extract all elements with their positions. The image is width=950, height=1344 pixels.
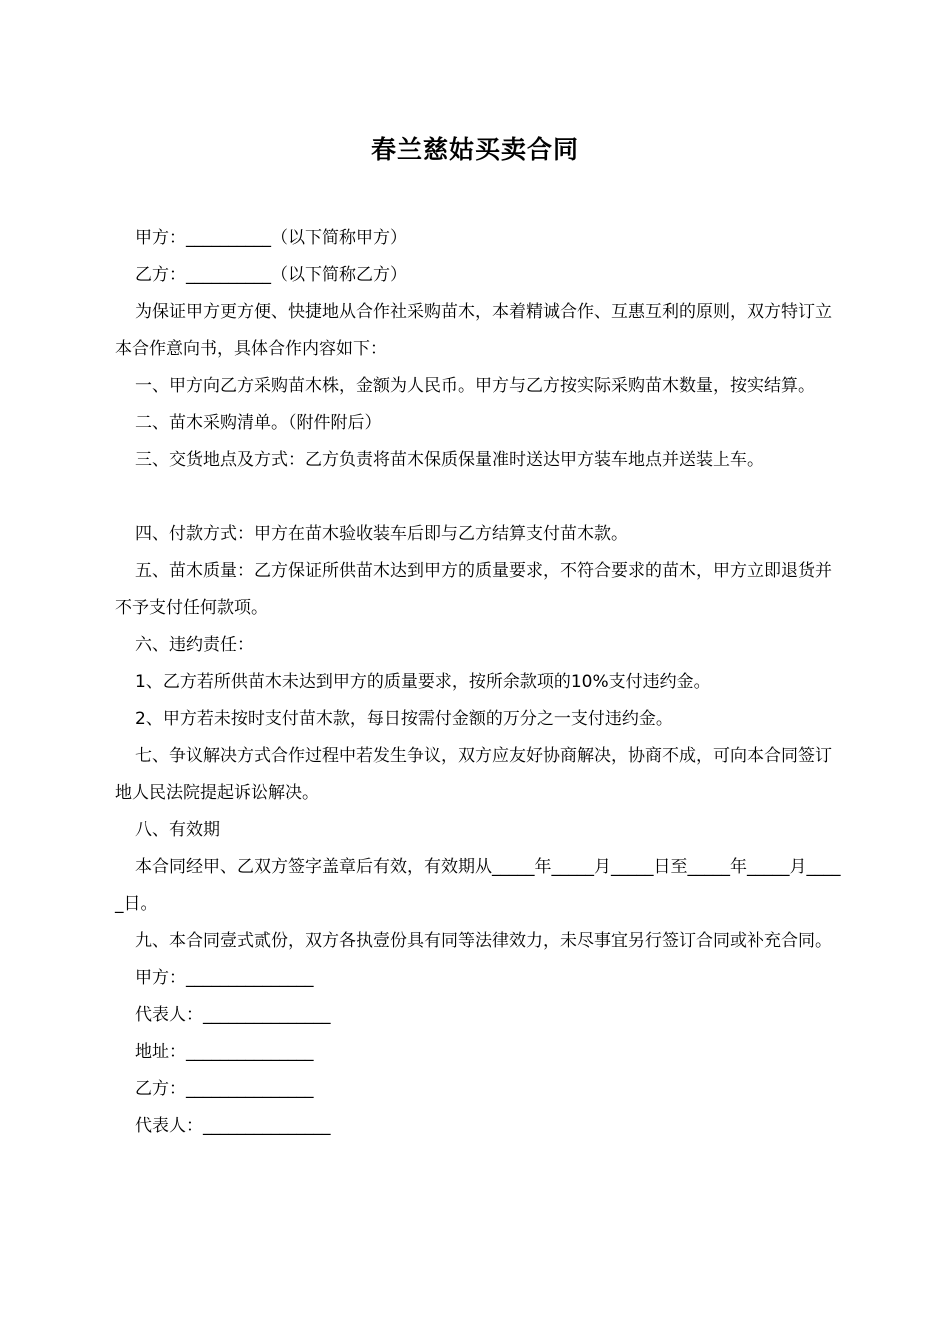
clause-8-text: 本合同经甲、乙双方签字盖章后有效，有效期从_____年_____月_____日至_____年_____月_____日。 xyxy=(115,857,841,914)
clause-2: 二、苗木采购清单。（附件附后） xyxy=(135,413,382,433)
clause-6-heading: 六、违约责任： xyxy=(135,635,254,655)
document-title: 春兰慈姑买卖合同 xyxy=(370,135,579,164)
clause-6-item-2: 2、甲方若未按时支付苗木款，每日按需付金额的万分之一支付违约金。 xyxy=(135,709,673,729)
signature-address: 地址：_______________ xyxy=(135,1042,314,1062)
clause-4: 四、付款方式：甲方在苗木验收装车后即与乙方结算支付苗木款。 xyxy=(135,524,628,544)
signature-representative-b: 代表人：_______________ xyxy=(135,1116,331,1136)
clause-6-item-1: 1、乙方若所供苗木未达到甲方的质量要求，按所余款项的10%支付违约金。 xyxy=(135,672,711,692)
party-b-line: 乙方：__________（以下简称乙方） xyxy=(135,265,407,285)
clause-1: 一、甲方向乙方采购苗木株，金额为人民币。甲方与乙方按实际采购苗木数量，按实结算。 xyxy=(135,376,815,396)
blank-line xyxy=(115,479,845,516)
signature-representative-a: 代表人：_______________ xyxy=(135,1005,331,1025)
clause-7: 七、争议解决方式合作过程中若发生争议，双方应友好协商解决，协商不成，可向本合同签订地人民法院提起诉讼解决。 xyxy=(115,746,832,803)
clause-9: 九、本合同壹式贰份，双方各执壹份具有同等法律效力，未尽事宜另行签订合同或补充合同。 xyxy=(135,931,832,951)
clause-3: 三、交货地点及方式：乙方负责将苗木保质保量准时送达甲方装车地点并送装上车。 xyxy=(135,450,764,470)
party-a-line: 甲方：__________（以下简称甲方） xyxy=(135,228,407,248)
clause-8-heading: 八、有效期 xyxy=(135,820,220,840)
signature-party-a: 甲方：_______________ xyxy=(135,968,314,988)
signature-party-b: 乙方：_______________ xyxy=(135,1079,314,1099)
document-body xyxy=(115,220,845,1145)
clause-5: 五、苗木质量：乙方保证所供苗木达到甲方的质量要求，不符合要求的苗木，甲方立即退货并不予支付任何款项。 xyxy=(115,561,832,618)
preamble-paragraph: 为保证甲方更方便、快捷地从合作社采购苗木，本着精诚合作、互惠互利的原则，双方特订立本合作意向书，具体合作内容如下： xyxy=(115,302,832,359)
